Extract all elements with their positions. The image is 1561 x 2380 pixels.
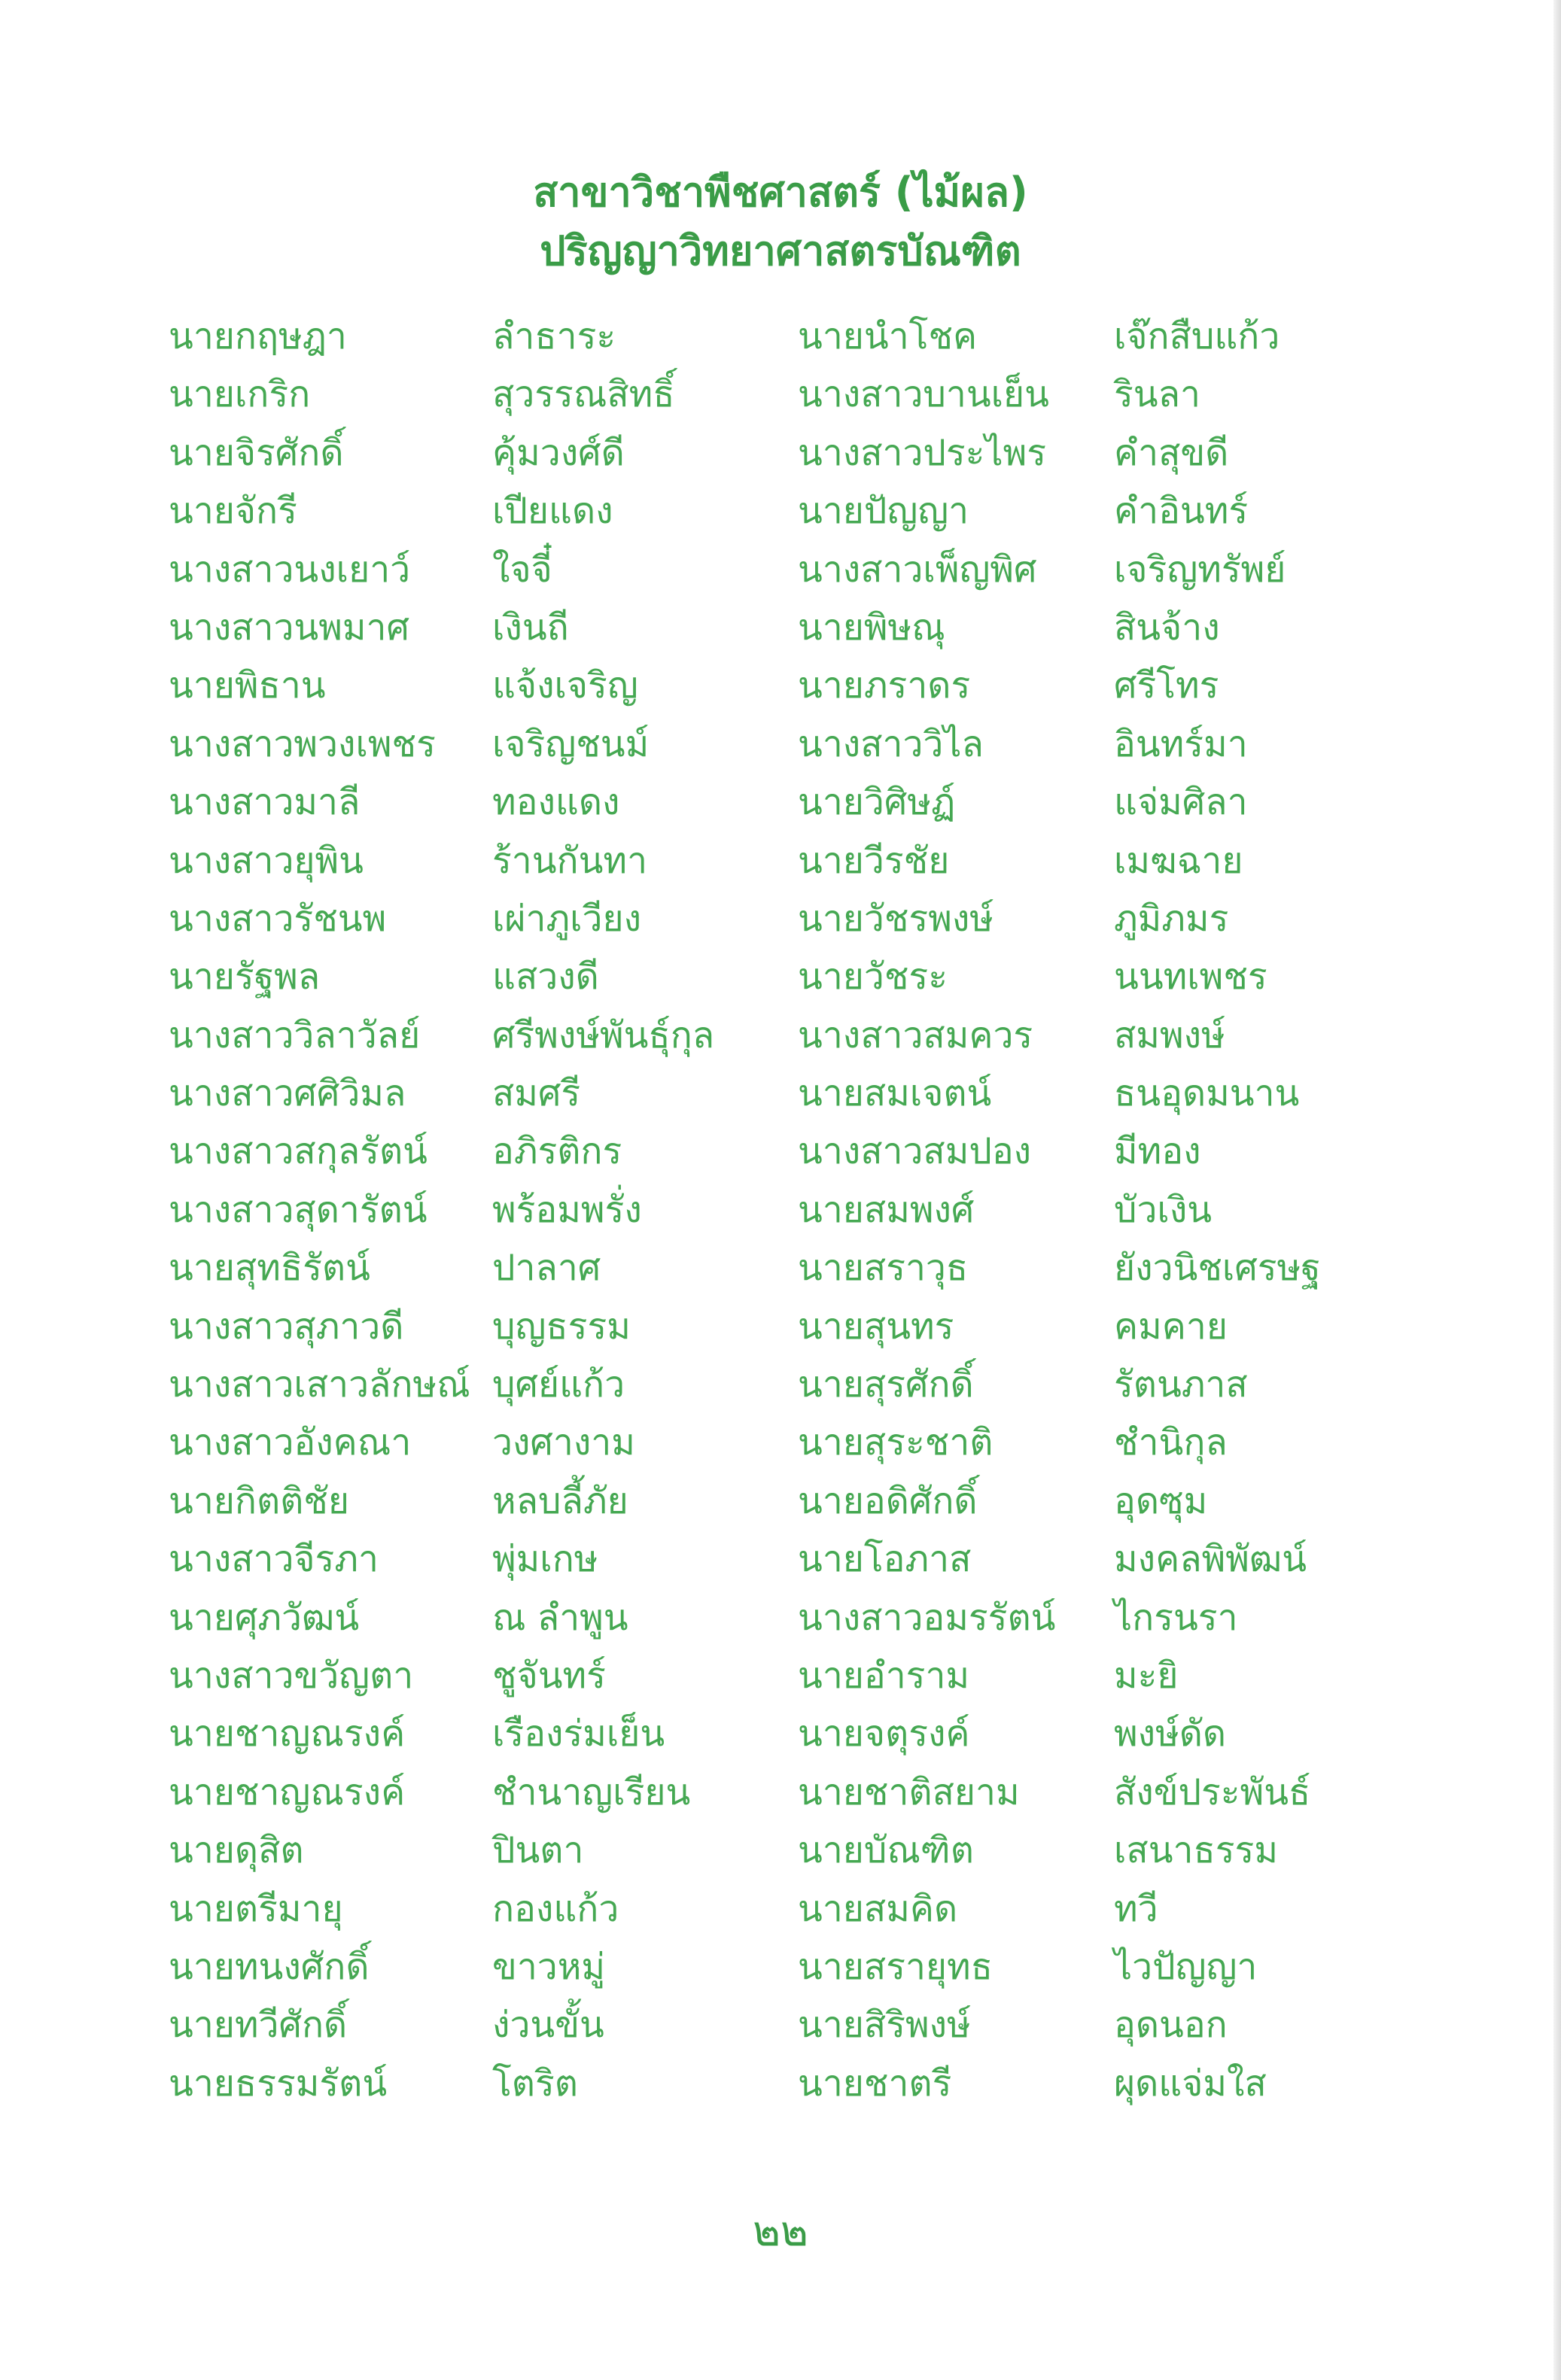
surname-right: สังข์ประพันธ์ <box>1114 1771 1311 1813</box>
surname-left: สมศรี <box>492 1072 581 1115</box>
first-name-right: นายวีรชัย <box>798 839 950 882</box>
surname-left: ลำธาระ <box>492 315 616 357</box>
first-name-right: นายสุรศักดิ์ <box>798 1363 974 1406</box>
first-name-right: นางสาววิไล <box>798 722 984 765</box>
surname-right: นนทเพชร <box>1114 956 1267 999</box>
surname-left: โตริต <box>492 2062 578 2105</box>
surname-right: รินลา <box>1114 373 1200 416</box>
surname-left: บุศย์แก้ว <box>492 1363 625 1406</box>
surname-left: เจริญชนม์ <box>492 722 650 765</box>
first-name-left: นายสุทธิรัตน์ <box>169 1247 370 1290</box>
surname-right: สินจ้าง <box>1114 606 1220 649</box>
first-name-left: นางสาวสุดารัตน์ <box>169 1188 428 1231</box>
surname-right: พงษ์ดัด <box>1114 1713 1227 1755</box>
first-name-left: นางสาวมาลี <box>169 781 361 824</box>
first-name-right: นายวัชระ <box>798 956 948 999</box>
surname-left: กองแก้ว <box>492 1887 619 1930</box>
first-name-left: นางสาวสุภาวดี <box>169 1305 404 1348</box>
first-name-right: นายสมเจตน์ <box>798 1072 992 1115</box>
first-name-right: นางสาวสมควร <box>798 1014 1033 1056</box>
first-name-right: นายจตุรงค์ <box>798 1713 970 1755</box>
first-name-right: นายสุนทร <box>798 1305 954 1348</box>
surname-left: ร้านกันทา <box>492 839 648 882</box>
surname-left: เผ่าภูเวียง <box>492 897 642 940</box>
surname-left: ปาลาศ <box>492 1247 601 1290</box>
first-name-left: นางสาวอังคณา <box>169 1421 412 1464</box>
first-name-left: นายทวีศักดิ์ <box>169 2004 348 2047</box>
first-name-right: นายปัญญา <box>798 490 969 533</box>
first-name-right: นายพิษณุ <box>798 606 945 649</box>
first-name-left: นายพิธาน <box>169 664 326 707</box>
first-name-left: นายธรรมรัตน์ <box>169 2062 388 2105</box>
surname-left: เงินถี <box>492 606 569 649</box>
first-name-right: นางสาวประไพร <box>798 431 1046 474</box>
first-name-right: นายภราดร <box>798 664 971 707</box>
first-name-left: นายกิตติชัย <box>169 1479 349 1522</box>
surname-right: มีทอง <box>1114 1130 1201 1173</box>
first-name-right: นายสรายุทธ <box>798 1945 993 1988</box>
degree-subtitle: ปริญญาวิทยาศาสตรบัณฑิต <box>540 227 1021 275</box>
surname-right: ภูมิภมร <box>1114 897 1229 940</box>
first-name-right: นายวิศิษฏ์ <box>798 781 956 824</box>
first-name-left: นายชาญณรงค์ <box>169 1713 406 1755</box>
surname-right: ไกรนรา <box>1114 1596 1238 1639</box>
surname-left: เปียแดง <box>492 490 613 533</box>
first-name-right: นายสมคิด <box>798 1887 958 1930</box>
page-number: ๒๒ <box>753 2207 808 2256</box>
surname-right: เจริญทรัพย์ <box>1114 548 1286 591</box>
surname-right: คมคาย <box>1114 1305 1228 1348</box>
surname-right: ศรีโทร <box>1114 664 1219 707</box>
first-name-right: นางสาวเพ็ญพิศ <box>798 548 1037 591</box>
first-name-left: นายศุภวัฒน์ <box>169 1596 360 1639</box>
surname-right: เจ๊กสืบแก้ว <box>1114 315 1280 357</box>
first-name-left: นายทนงศักดิ์ <box>169 1945 370 1988</box>
surname-left: ทองแดง <box>492 781 620 824</box>
first-name-right: นายนำโชค <box>798 315 978 357</box>
surname-left: แจ้งเจริญ <box>492 664 638 707</box>
first-name-right: นางสาวสมปอง <box>798 1130 1032 1173</box>
first-name-right: นายอดิศักดิ์ <box>798 1479 978 1522</box>
surname-right: ธนอุดมนาน <box>1114 1072 1300 1115</box>
surname-left: พร้อมพรั่ง <box>492 1188 642 1231</box>
surname-left: คุ้มวงศ์ดี <box>492 431 625 474</box>
first-name-left: นางสาวศศิวิมล <box>169 1072 406 1115</box>
surname-left: สุวรรณสิทธิ์ <box>492 373 675 416</box>
first-name-left: นายตรีมายุ <box>169 1887 343 1930</box>
surname-right: เมฆฉาย <box>1114 839 1243 882</box>
first-name-right: นายสิริพงษ์ <box>798 2004 971 2047</box>
surname-left: วงศางาม <box>492 1421 635 1464</box>
surname-right: อุดนอก <box>1114 2004 1228 2047</box>
surname-left: แสวงดี <box>492 956 599 999</box>
first-name-left: นางสาวสกุลรัตน์ <box>169 1130 428 1173</box>
surname-right: บัวเงิน <box>1114 1188 1213 1231</box>
first-name-right: นายอำราม <box>798 1654 970 1697</box>
first-name-right: นายชาติสยาม <box>798 1771 1020 1813</box>
surname-right: มงคลพิพัฒน์ <box>1114 1538 1307 1581</box>
section-title: สาขาวิชาพืชศาสตร์ (ไม้ผล) <box>533 169 1028 216</box>
surname-left: ณ ลำพูน <box>492 1596 628 1639</box>
first-name-left: นางสาวนพมาศ <box>169 606 409 649</box>
first-name-right: นายโอภาส <box>798 1538 972 1581</box>
surname-right: แจ่มศิลา <box>1114 781 1248 824</box>
first-name-left: นางสาวรัชนพ <box>169 897 387 940</box>
surname-right: ยังวนิชเศรษฐ <box>1114 1247 1321 1290</box>
surname-right: ทวี <box>1114 1887 1158 1930</box>
surname-right: รัตนภาส <box>1114 1363 1248 1406</box>
surname-right: ไวปัญญา <box>1114 1945 1258 1988</box>
first-name-right: นายบัณฑิต <box>798 1829 974 1872</box>
first-name-left: นางสาวยุพิน <box>169 839 364 882</box>
first-name-left: นายรัฐพล <box>169 956 321 999</box>
first-name-left: นายเกริก <box>169 373 311 416</box>
surname-left: ใจจี๋ <box>492 548 552 591</box>
surname-left: ปินตา <box>492 1829 584 1872</box>
first-name-left: นางสาวนงเยาว์ <box>169 548 411 591</box>
surname-right: อินทร์มา <box>1114 722 1248 765</box>
surname-left: เรืองร่มเย็น <box>492 1713 665 1755</box>
first-name-left: นางสาวขวัญตา <box>169 1654 414 1697</box>
surname-right: ผุดแจ่มใส <box>1114 2062 1267 2105</box>
first-name-left: นายดุสิต <box>169 1829 304 1872</box>
surname-right: อุดซุม <box>1114 1479 1208 1522</box>
first-name-right: นายสุระชาติ <box>798 1421 994 1464</box>
surname-left: บุญธรรม <box>492 1305 631 1348</box>
surname-right: มะยิ <box>1114 1654 1179 1697</box>
first-name-left: นายกฤษฎา <box>169 315 347 357</box>
surname-left: อภิรติกร <box>492 1130 622 1173</box>
surname-left: ชูจันทร์ <box>492 1654 606 1697</box>
first-name-left: นายชาญณรงค์ <box>169 1771 406 1813</box>
surname-right: ชำนิกุล <box>1114 1421 1228 1464</box>
first-name-right: นายชาตรี <box>798 2062 952 2105</box>
first-name-right: นายสมพงศ์ <box>798 1188 975 1231</box>
first-name-right: นายสราวุธ <box>798 1247 969 1290</box>
surname-left: ศรีพงษ์พันธุ์กุล <box>492 1014 715 1056</box>
first-name-right: นางสาวอมรรัตน์ <box>798 1596 1056 1639</box>
first-name-left: นางสาวเสาวลักษณ์ <box>169 1363 470 1406</box>
surname-right: สมพงษ์ <box>1114 1014 1225 1056</box>
first-name-left: นายจิรศักดิ์ <box>169 431 344 474</box>
surname-left: ชำนาญเรียน <box>492 1771 691 1813</box>
surname-right: คำสุขดี <box>1114 431 1229 474</box>
surname-left: ขาวหมู่ <box>492 1945 605 1988</box>
page-edge-shadow <box>1553 0 1561 2380</box>
first-name-right: นางสาวบานเย็น <box>798 373 1049 416</box>
first-name-left: นางสาวพวงเพชร <box>169 722 436 765</box>
surname-right: เสนาธรรม <box>1114 1829 1278 1872</box>
surname-left: พุ่มเกษ <box>492 1538 598 1581</box>
surname-left: ง่วนขั้น <box>492 2004 604 2047</box>
surname-right: คำอินทร์ <box>1114 490 1249 533</box>
first-name-left: นางสาวจีรภา <box>169 1538 379 1581</box>
first-name-right: นายวัชรพงษ์ <box>798 897 994 940</box>
first-name-left: นางสาววิลาวัลย์ <box>169 1014 421 1056</box>
surname-left: หลบลี้ภัย <box>492 1479 628 1522</box>
first-name-left: นายจักรี <box>169 490 297 533</box>
